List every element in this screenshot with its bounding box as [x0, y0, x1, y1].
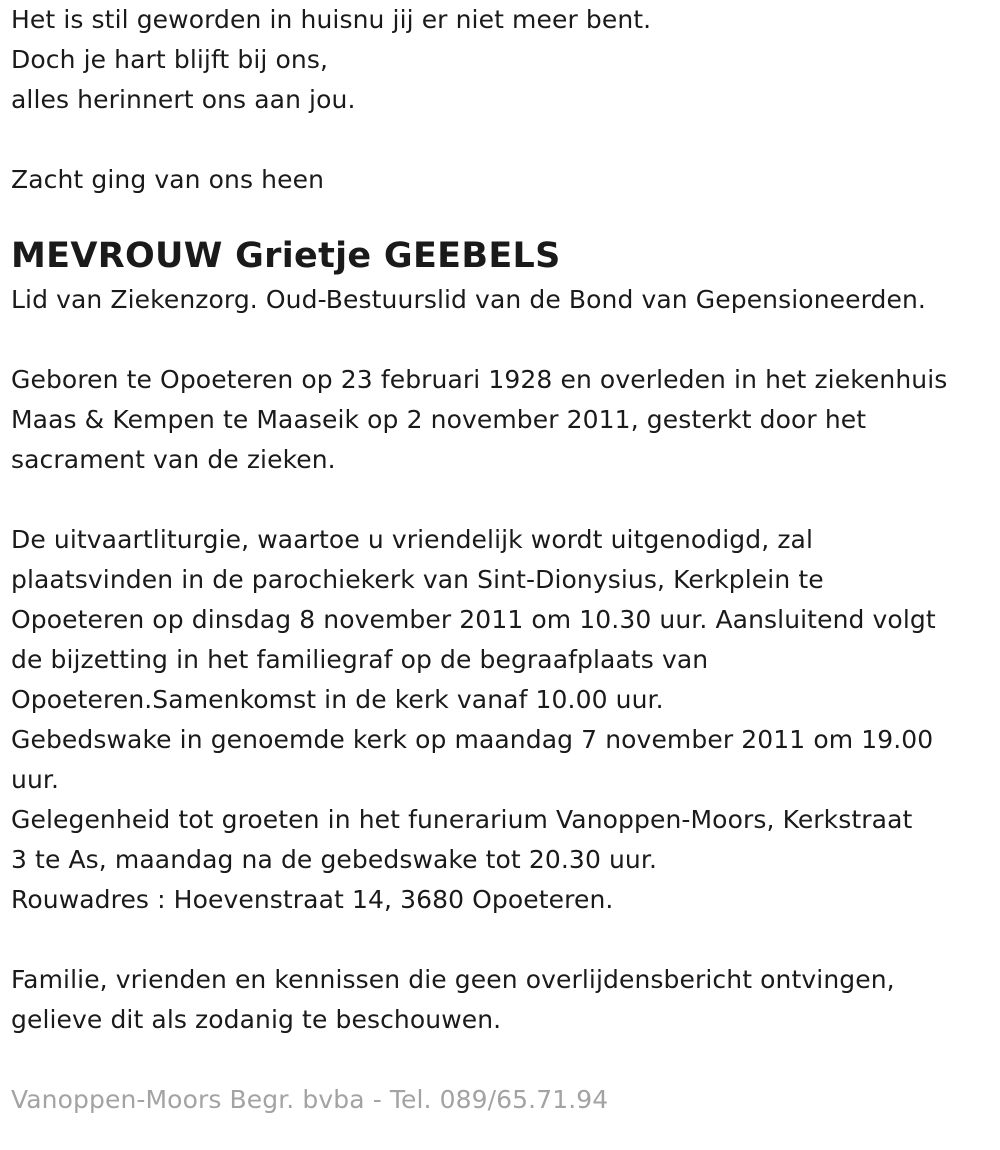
poem-line: Doch je hart blijft bij ons,: [11, 45, 328, 74]
birth-line: sacrament van de zieken.: [11, 445, 336, 474]
poem: [11, 0, 996, 120]
funeral-line: De uitvaartliturgie, waartoe u vriendelijk wordt uitgenodigd, zal: [11, 525, 814, 554]
funeral-line: uur.: [11, 765, 60, 794]
notice-paragraph: [11, 960, 996, 1040]
poem-line: alles herinnert ons aan jou.: [11, 85, 356, 114]
funeral-line: 3 te As, maandag na de gebedswake tot 20.30 uur.: [11, 845, 658, 874]
birth-line: Maas & Kempen te Maaseik op 2 november 2011, gesterkt door het: [11, 405, 867, 434]
birth-line: Geboren te Opoeteren op 23 februari 1928 en overleden in het ziekenhuis: [11, 365, 948, 394]
funeral-line: de bijzetting in het familiegraf op de begraafplaats van: [11, 645, 709, 674]
funeral-paragraph: [11, 520, 996, 920]
poem-line: Het is stil geworden in huisnu jij er niet meer bent.: [11, 5, 652, 34]
notice-line: Familie, vrienden en kennissen die geen overlijdensbericht ontvingen,: [11, 965, 895, 994]
spacer: [11, 320, 996, 360]
funeral-line: Gebedswake in genoemde kerk op maandag 7 november 2011 om 19.00: [11, 725, 934, 754]
funeral-line: Rouwadres : Hoevenstraat 14, 3680 Opoeteren.: [11, 885, 614, 914]
spacer: [11, 920, 996, 960]
membership-text: Lid van Ziekenzorg. Oud-Bestuurslid van de Bond van Gepensioneerden.: [11, 285, 926, 314]
death-notice: [11, 0, 996, 1120]
funeral-line: Opoeteren.Samenkomst in de kerk vanaf 10.00 uur.: [11, 685, 664, 714]
spacer: [11, 200, 996, 232]
spacer: [11, 1040, 996, 1080]
notice-line: gelieve dit als zodanig te beschouwen.: [11, 1005, 502, 1034]
intro-text: Zacht ging van ons heen: [11, 165, 325, 194]
funeral-line: Gelegenheid tot groeten in het funerarium Vanoppen-Moors, Kerkstraat: [11, 805, 913, 834]
spacer: [11, 480, 996, 520]
funeral-line: Opoeteren op dinsdag 8 november 2011 om 10.30 uur. Aansluitend volgt: [11, 605, 936, 634]
funeral-home-footer: Vanoppen-Moors Begr. bvba - Tel. 089/65.71.94: [11, 1085, 609, 1114]
funeral-line: plaatsvinden in de parochiekerk van Sint-Dionysius, Kerkplein te: [11, 565, 824, 594]
deceased-name: MEVROUW Grietje GEEBELS: [11, 236, 561, 276]
birth-paragraph: [11, 360, 996, 480]
spacer: [11, 120, 996, 160]
